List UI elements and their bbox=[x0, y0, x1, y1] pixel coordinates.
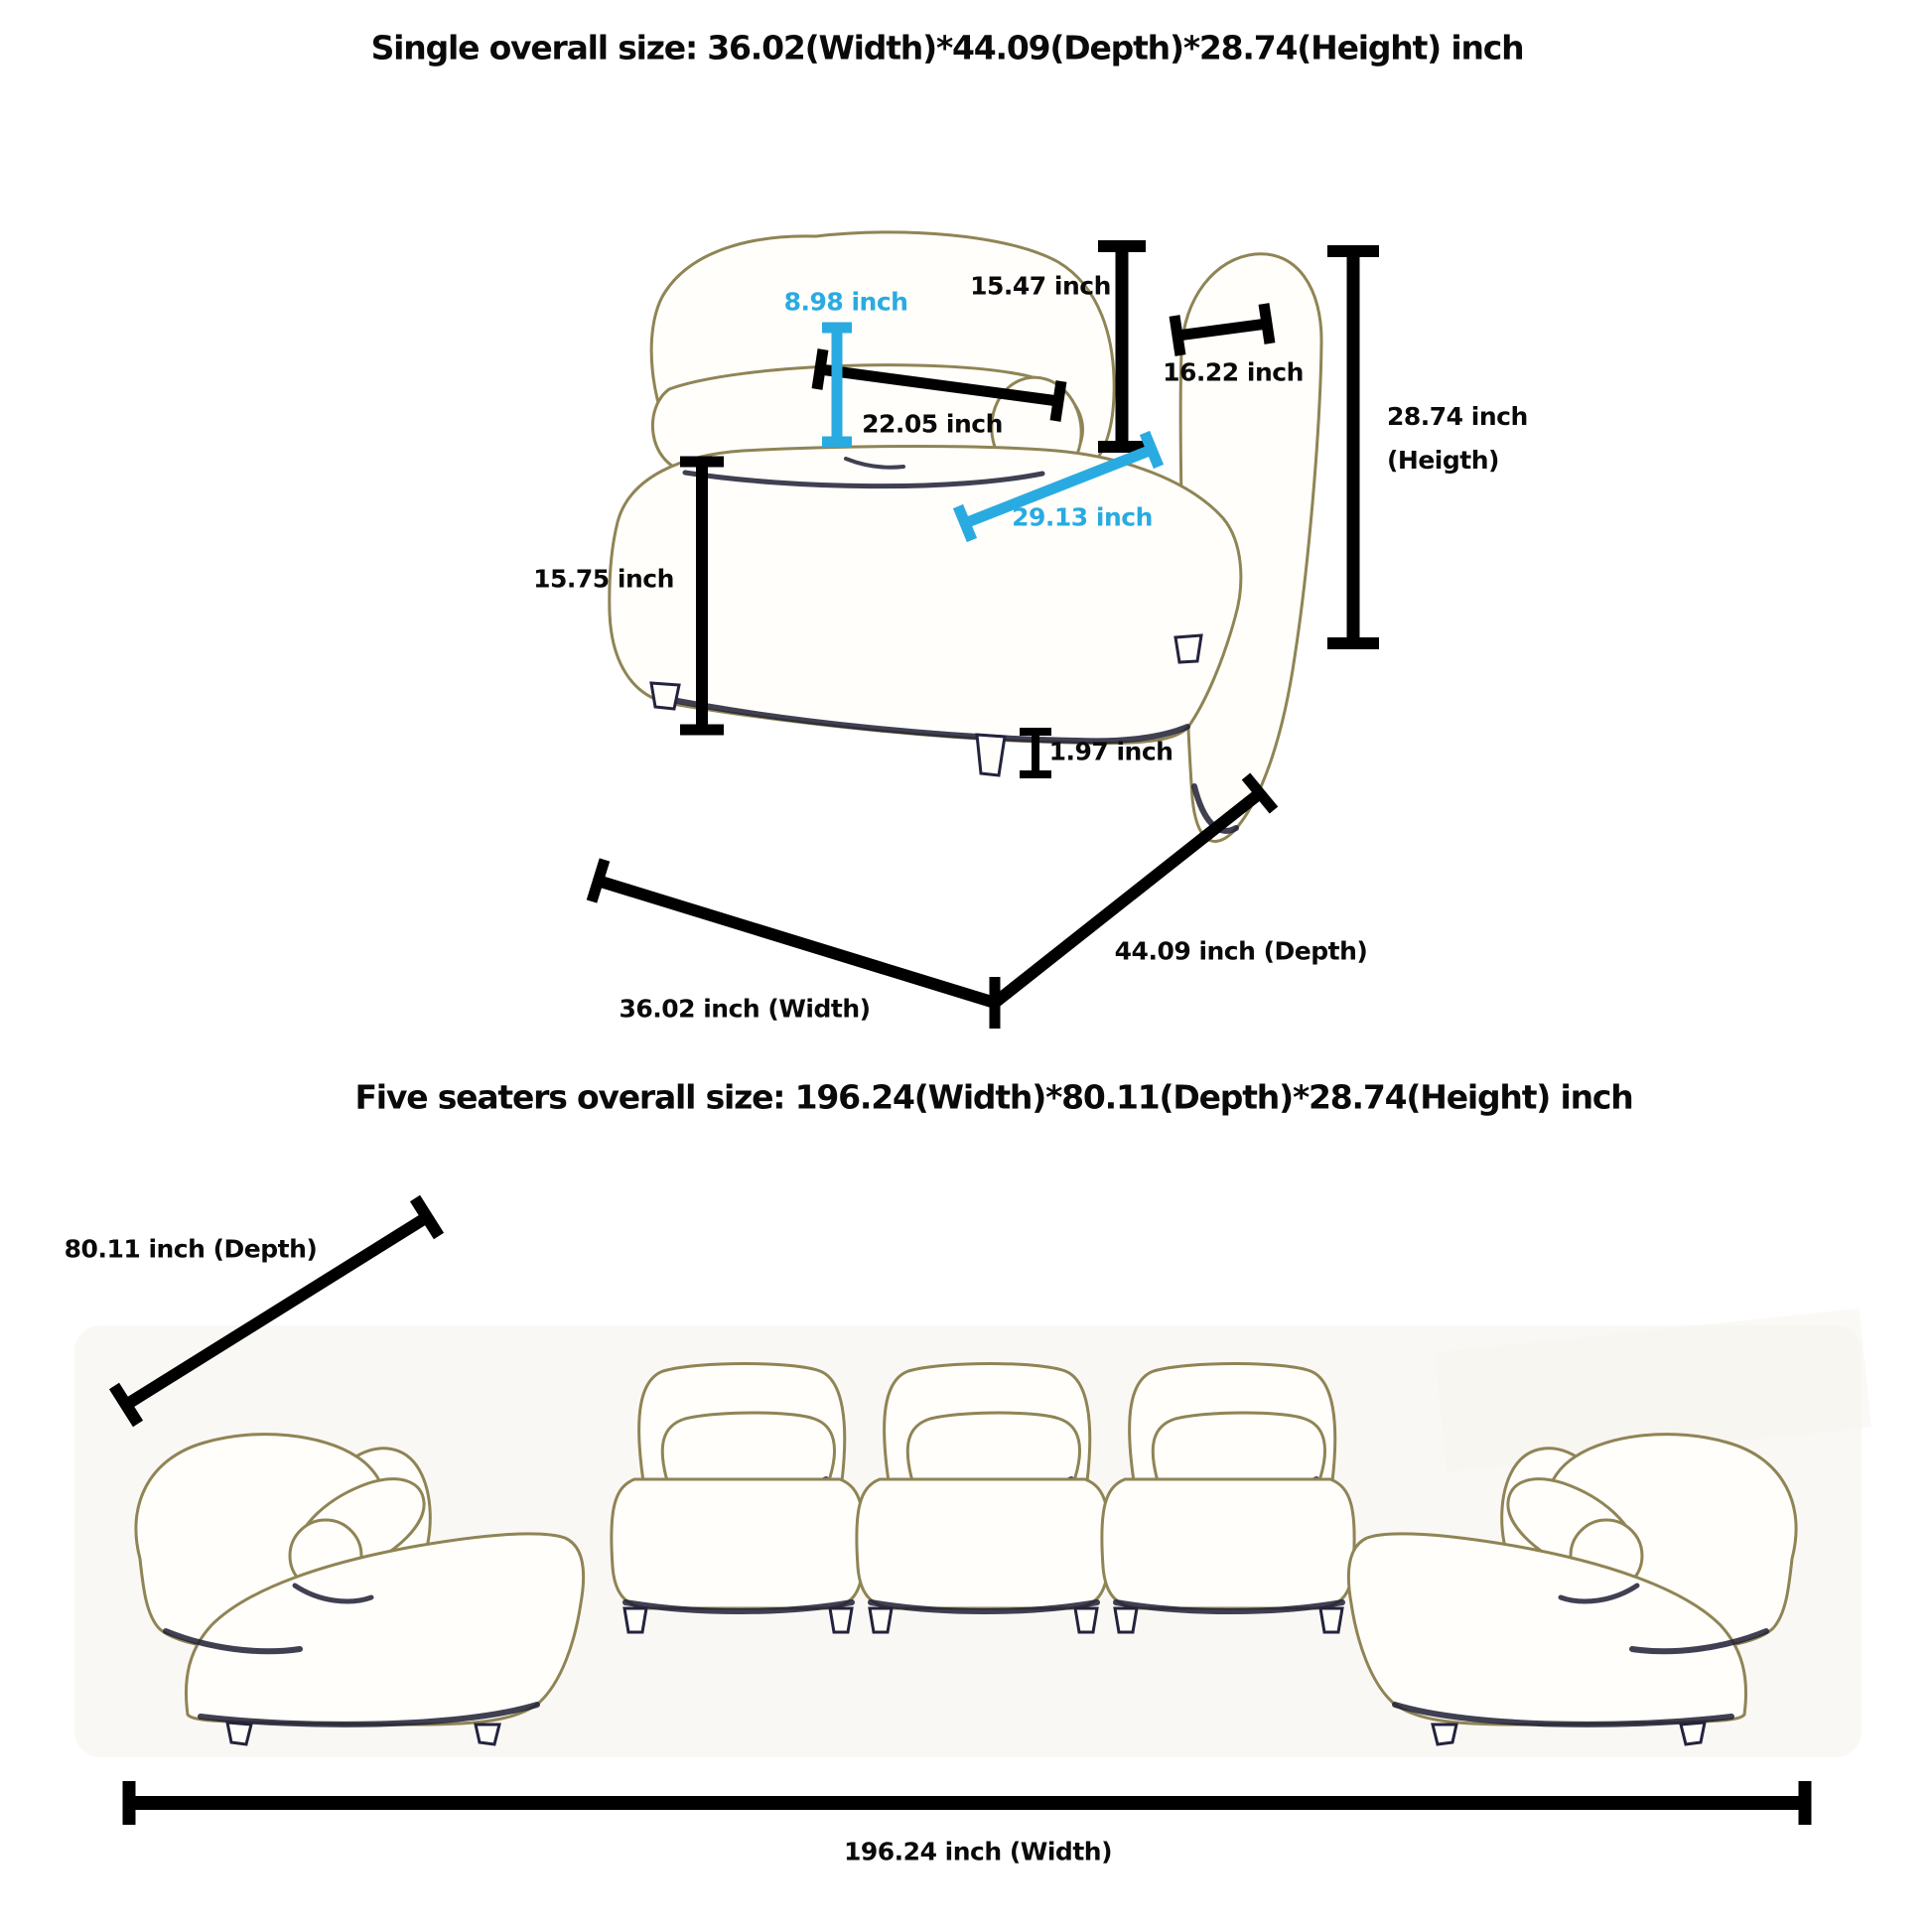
chair-leg bbox=[1175, 635, 1201, 662]
single-section-title: Single overall size: 36.02(Width)*44.09(Depth)*28.74(Height) inch bbox=[370, 28, 1524, 68]
dim-label-bolster-height: 8.98 inch bbox=[783, 287, 908, 317]
five-section-title: Five seaters overall size: 196.24(Width)*80.11(Depth)*28.74(Height) inch bbox=[354, 1077, 1633, 1117]
dim-beam-overall-depth bbox=[995, 776, 1274, 1003]
dim-label-five-depth: 80.11 inch (Depth) bbox=[64, 1234, 318, 1264]
dim-label-backrest-height: 15.47 inch bbox=[970, 271, 1111, 301]
dim-label-overall-height-note: (Heigth) bbox=[1387, 446, 1499, 475]
chair-leg bbox=[651, 683, 679, 709]
dim-label-bolster-length: 22.05 inch bbox=[862, 409, 1003, 439]
chair-leg bbox=[977, 735, 1005, 775]
dim-beam-overall-height bbox=[1327, 251, 1379, 643]
dim-label-overall-height-block bbox=[1387, 395, 1528, 483]
dim-label-overall-depth: 44.09 inch (Depth) bbox=[1114, 936, 1368, 966]
dim-label-side-backrest-width: 16.22 inch bbox=[1163, 357, 1304, 387]
dim-label-seat-height: 15.75 inch bbox=[533, 564, 674, 594]
dim-label-seat-diagonal: 29.13 inch bbox=[1012, 502, 1153, 532]
dim-beam-five-width bbox=[129, 1781, 1805, 1825]
dim-label-five-width: 196.24 inch (Width) bbox=[843, 1837, 1113, 1866]
dim-label-overall-width: 36.02 inch (Width) bbox=[619, 994, 871, 1024]
dim-label-overall-height: 28.74 inch bbox=[1387, 402, 1528, 431]
dim-label-leg-height: 1.97 inch bbox=[1048, 737, 1173, 766]
